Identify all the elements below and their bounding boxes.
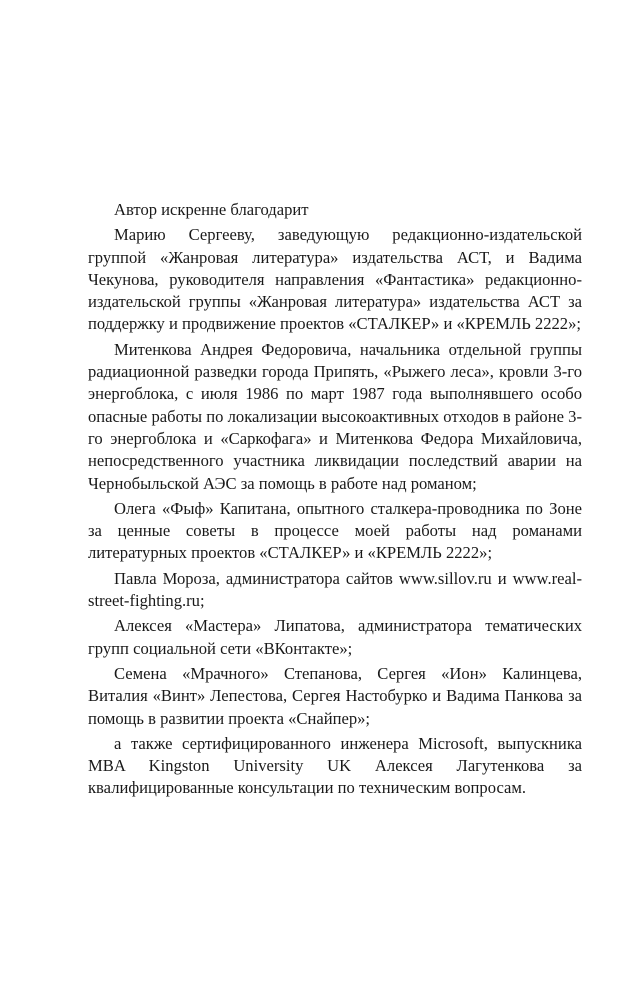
paragraph-stepanov: Семена «Мрачного» Степанова, Сергея «Ион» Калинцева, Виталия «Винт» Лепестова, Сергея Настобурко и Вадима Панкова за помощь в развитии проекта «Снайпер»; — [88, 663, 582, 728]
paragraph-kapitan: Олега «Фыф» Капитана, опытного сталкера-проводника по Зоне за ценные советы в процессе моей работы над романами литературных проектов «СТАЛКЕР» и «КРЕМЛЬ 2222»; — [88, 498, 582, 563]
paragraph-lagutenkov: а также сертифицированного инженера Microsoft, выпускника MBA Kingston University UK Алексея Лагутенкова за квалифицированные консультации по техническим вопросам. — [88, 733, 582, 798]
paragraph-lipatov: Алексея «Мастера» Липатова, администратора тематических групп социальной сети «ВКонтакте»; — [88, 616, 582, 658]
intro-line: Автор искренне благодарит — [114, 200, 309, 219]
paragraph-mitenkov: Митенкова Андрея Федоровича, начальника отдельной группы радиационной разведки города Припять, «Рыжего леса», кровли 3-го энергоблока, с июля 1986 по март 1987 года выполнявшего особо опасные работы по локализации высокоактивных отходов в районе 3-го энергоблока и «Саркофага» и Митенкова Федора Михайловича, непосредственного участника ликвидации последствий аварии на Чернобыльской АЭС за помощь в работе над романом; — [88, 339, 582, 493]
acknowledgements-text — [88, 199, 582, 803]
paragraph-moroz: Павла Мороза, администратора сайтов www.sillov.ru и www.real-street-fighting.ru; — [88, 568, 582, 611]
paragraph-sergeeva: Марию Сергееву, заведующую редакционно-издательской группой «Жанровая литература» издательства АСТ, и Вадима Чекунова, руководителя направления «Фантастика» редакционно-издательской группы «Жанровая литература» издательства АСТ за поддержку и продвижение проектов «СТАЛКЕР» и «КРЕМЛЬ 2222»; — [88, 225, 582, 334]
